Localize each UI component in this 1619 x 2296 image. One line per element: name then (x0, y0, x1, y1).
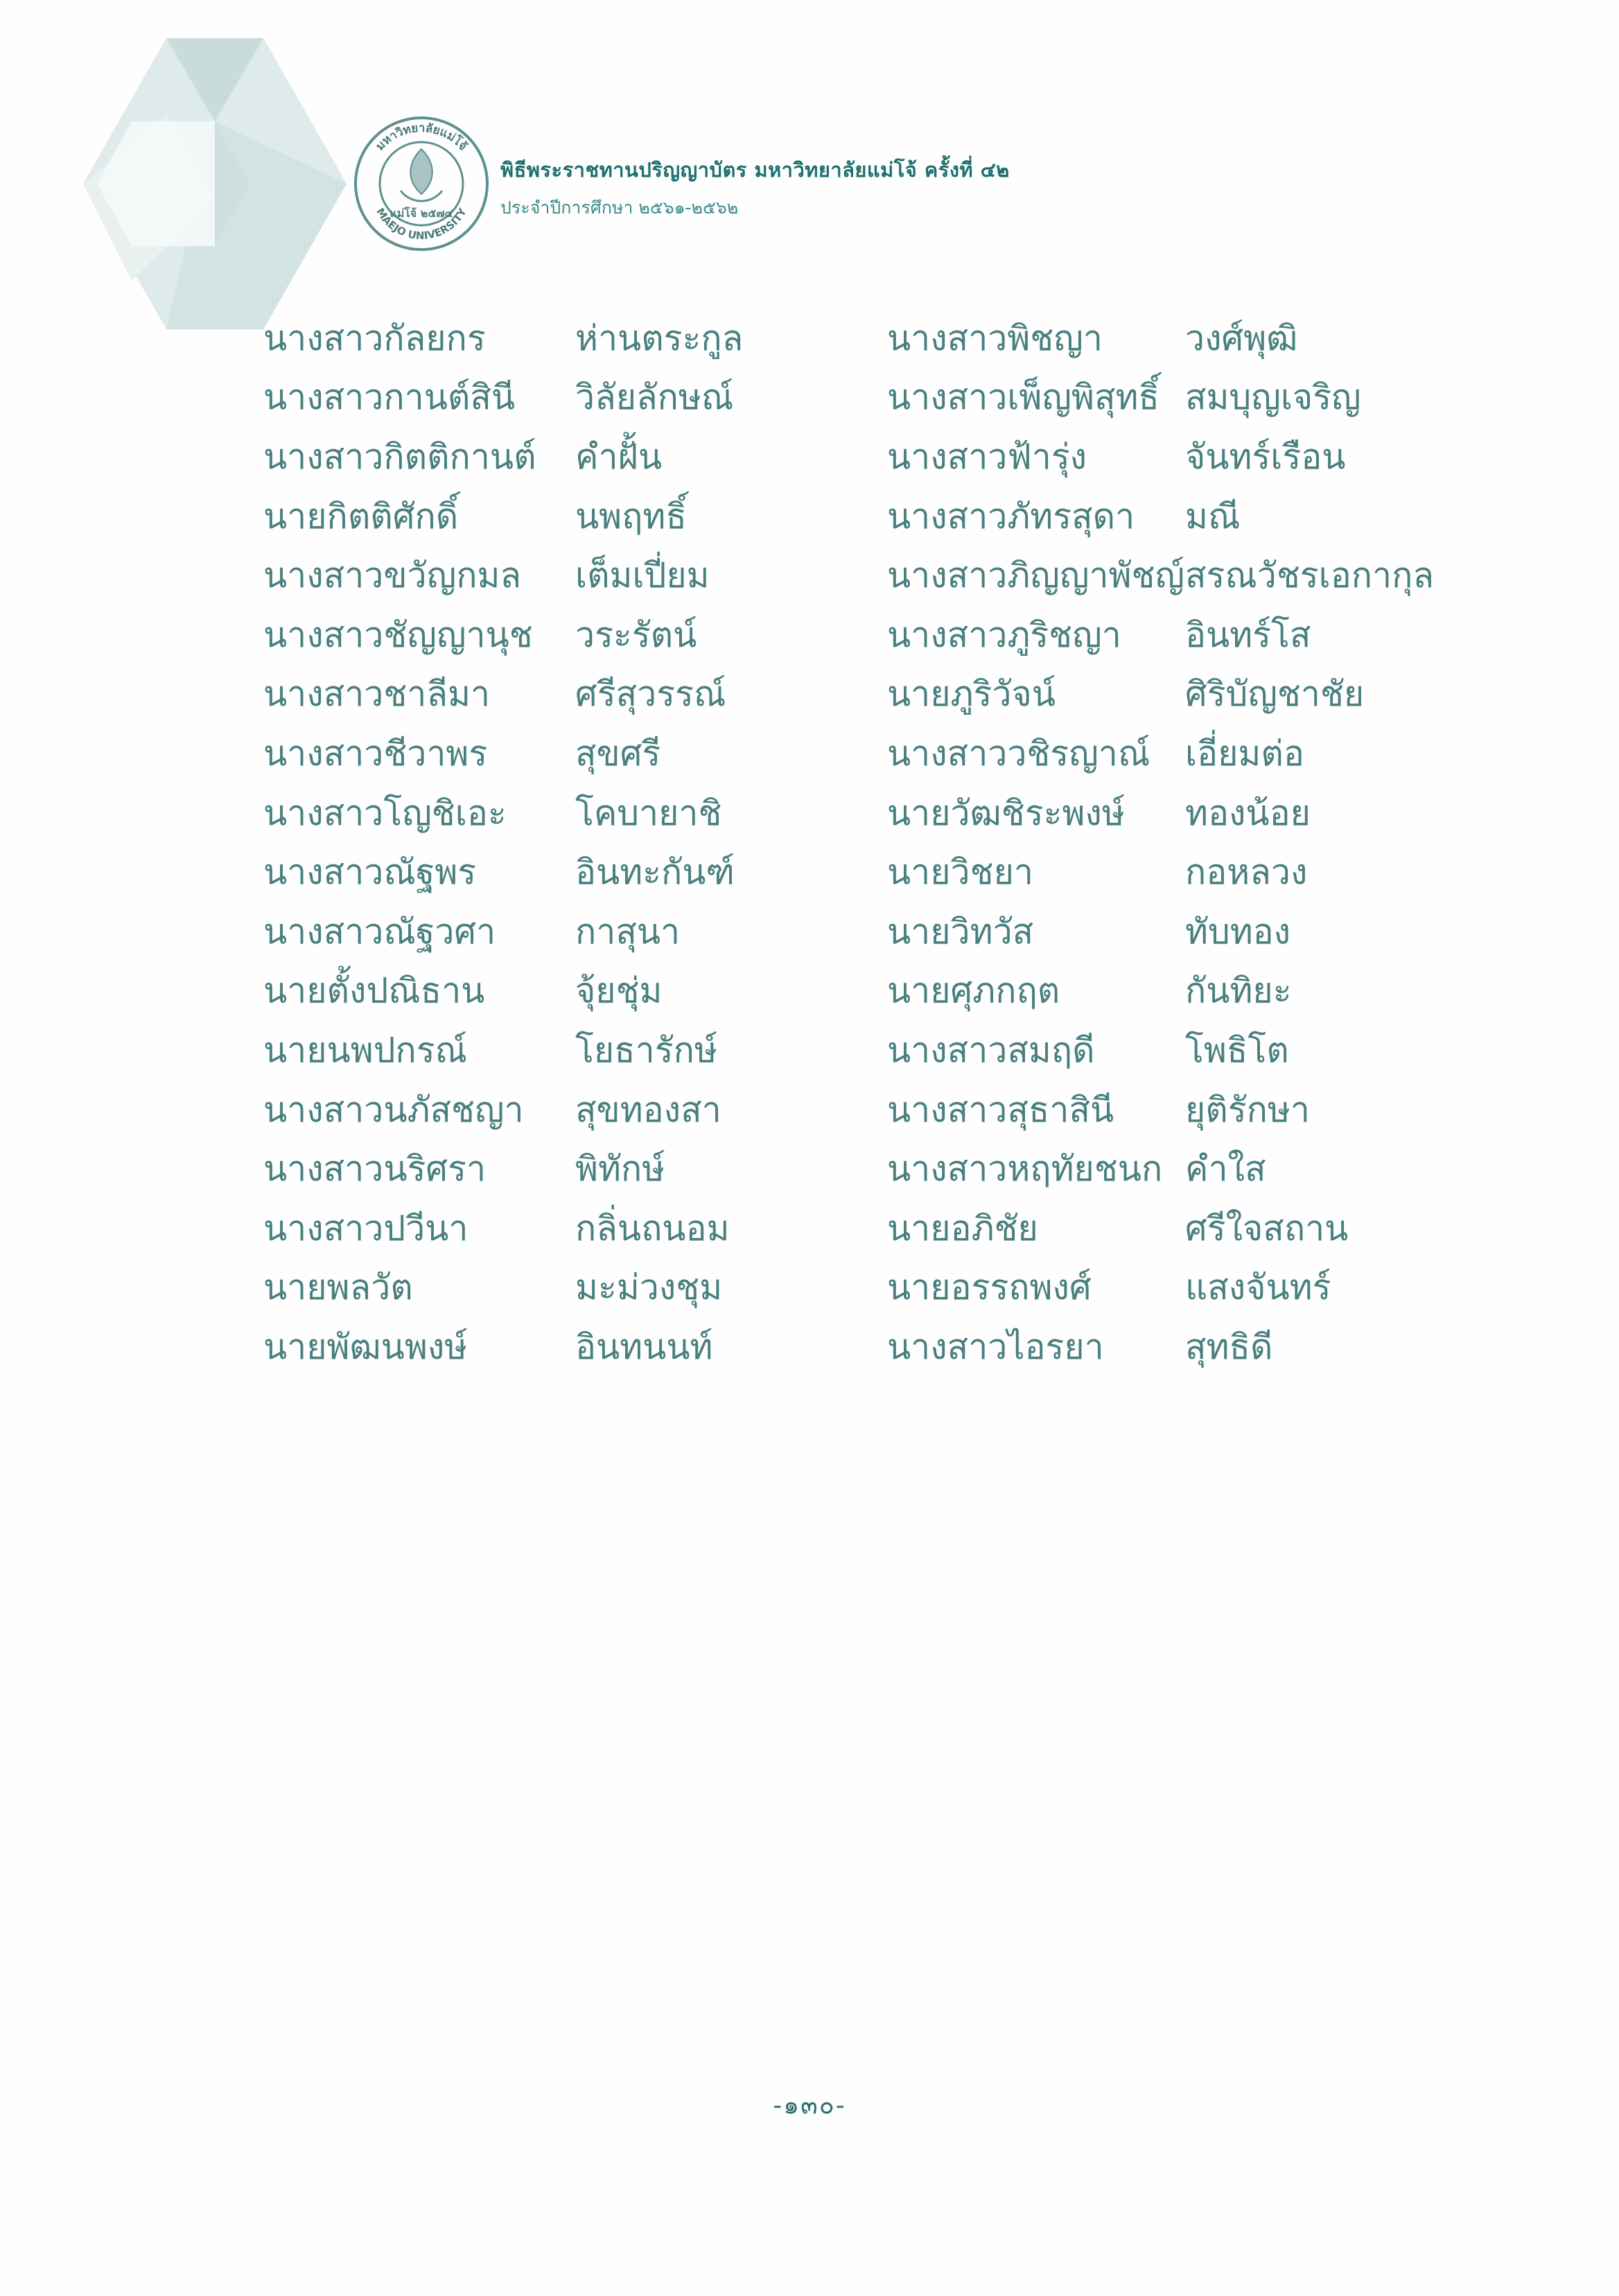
graduate-surname: โคบายาชิ (575, 792, 722, 833)
graduate-surname: ยุติรักษา (1185, 1089, 1310, 1130)
graduate-given-name: นางสาวฟ้ารุ่ง (887, 436, 1087, 477)
graduate-given-name: นางสาวชาลีมา (263, 674, 491, 715)
graduate-given-name: นางสาวขวัญกมล (263, 555, 522, 596)
hexagon-decoration (42, 38, 347, 329)
graduate-given-name: นางสาวณัฐวศา (263, 911, 496, 952)
graduate-surname: เอี่ยมต่อ (1185, 733, 1304, 774)
graduate-given-name: นางสาวสมฤดี (887, 1029, 1095, 1070)
graduate-given-name: นายอภิชัย (887, 1208, 1038, 1249)
graduate-surname: กาสุนา (575, 911, 681, 952)
graduate-given-name: นางสาวโญชิเอะ (263, 792, 507, 833)
graduate-given-name: นายตั้งปณิธาน (263, 971, 485, 1011)
graduate-name-list (263, 308, 1483, 1377)
graduate-surname: ทองน้อย (1185, 792, 1311, 833)
graduate-given-name: นางสาวพิชญา (887, 318, 1103, 358)
graduate-given-name: นางสาวกานต์สินี (263, 377, 516, 418)
graduate-surname: กันทิยะ (1185, 971, 1292, 1011)
graduate-given-name: นางสาวปวีนา (263, 1208, 469, 1249)
graduate-given-name: นางสาวภัทรสุดา (887, 496, 1135, 537)
graduate-surname: ศิริบัญชาชัย (1185, 674, 1365, 715)
seal-top-text: มหาวิทยาลัยแม่โจ้ (373, 121, 470, 154)
graduate-surname: พิทักษ์ (575, 1149, 665, 1190)
graduate-given-name: นายศุภกฤต (887, 971, 1060, 1011)
graduate-surname: แสงจันทร์ (1185, 1267, 1331, 1308)
graduate-surname: วงศ์พุฒิ (1185, 318, 1298, 358)
graduate-surname: สมบุญเจริญ (1185, 377, 1361, 418)
graduate-given-name: นางสาวกิตติกานต์ (263, 436, 536, 477)
graduate-surname: วิลัยลักษณ์ (575, 377, 734, 418)
graduate-given-name: นางสาวหฤทัยชนก (887, 1149, 1163, 1190)
graduate-surname: จุ้ยชุ่ม (575, 971, 663, 1011)
graduate-given-name: นายวัฒชิระพงษ์ (887, 792, 1125, 833)
academic-year-subtitle: ประจำปีการศึกษา ๒๕๖๑-๒๕๖๒ (500, 198, 739, 218)
seal-bottom-text: MAEJO UNIVERSITY (374, 205, 469, 243)
graduate-given-name: นางสาวนริศรา (263, 1149, 487, 1190)
document-header (500, 154, 1010, 222)
graduate-surname: จันทร์เรือน (1185, 436, 1346, 477)
graduate-surname: สุขศรี (575, 733, 661, 774)
graduate-given-name: นางสาวเพ็ญพิสุทธิ์ (887, 377, 1159, 418)
graduate-surname: มะม่วงชุม (575, 1267, 723, 1308)
graduate-surname: มณี (1185, 496, 1241, 537)
graduate-given-name: นางสาวไอรยา (887, 1326, 1104, 1367)
graduate-given-name: นางสาวนภัสชญา (263, 1089, 524, 1130)
page-number: -๑๓๐- (773, 2091, 846, 2120)
graduate-given-name: นางสาวณัฐพร (263, 852, 477, 893)
graduate-given-name: นายอรรถพงศ์ (887, 1267, 1092, 1308)
graduate-surname: ทับทอง (1185, 911, 1291, 952)
graduate-surname: คำใส (1185, 1149, 1266, 1190)
graduate-given-name: นายวิทวัส (887, 911, 1034, 952)
graduate-given-name: นางสาวกัลยกร (263, 318, 486, 358)
graduate-given-name: นางสาววชิรญาณ์ (887, 733, 1150, 774)
graduate-given-name: นายพัฒนพงษ์ (263, 1326, 468, 1367)
graduate-surname: นพฤทธิ์ (575, 496, 687, 537)
graduate-given-name: นายนพปกรณ์ (263, 1029, 467, 1070)
graduate-given-name: นายกิตติศักดิ์ (263, 496, 459, 537)
graduate-surname: ห่านตระกูล (575, 318, 744, 358)
graduate-surname: ศรีใจสถาน (1185, 1208, 1349, 1249)
graduate-surname: อินทะกันฑ์ (575, 852, 735, 893)
graduate-given-name: นายวิชยา (887, 852, 1033, 893)
ceremony-title: พิธีพระราชทานปริญญาบัตร มหาวิทยาลัยแม่โจ้ ครั้งที่ ๔๒ (500, 158, 1010, 182)
graduate-surname: ศรีสุวรรณ์ (575, 674, 726, 715)
graduate-surname: โยธารักษ์ (575, 1029, 717, 1070)
graduate-surname: อินทร์โส (1185, 614, 1311, 655)
graduate-surname: กอหลวง (1185, 852, 1308, 893)
graduate-given-name: นางสาวชัญญานุช (263, 614, 533, 655)
graduate-given-name: นางสาวสุธาสินี (887, 1089, 1114, 1130)
graduate-surname: คำฝั้น (575, 436, 662, 477)
graduate-surname: โพธิโต (1185, 1029, 1289, 1070)
graduate-given-name: นายพลวัต (263, 1267, 413, 1308)
graduate-given-name: นายภูริวัจน์ (887, 674, 1056, 715)
graduate-surname: สุทธิดี (1185, 1326, 1273, 1367)
graduate-surname: อินทนนท์ (575, 1326, 713, 1367)
graduate-surname: เต็มเปี่ยม (575, 555, 710, 596)
seal-center-text: แม่โจ้ ๒๕๗๔ (390, 207, 453, 220)
graduate-surname: สรณวัชรเอกากุล (1185, 555, 1435, 596)
graduate-given-name: นางสาวชีวาพร (263, 733, 488, 774)
graduate-surname: สุขทองสา (575, 1089, 721, 1130)
graduate-given-name: นางสาวภูริชญา (887, 614, 1121, 655)
graduate-surname: กลิ่นถนอม (575, 1208, 730, 1249)
graduate-surname: วระรัตน์ (575, 614, 697, 655)
graduate-given-name: นางสาวภิญญาพัชญ์ (887, 555, 1185, 596)
university-seal-logo (352, 114, 491, 253)
